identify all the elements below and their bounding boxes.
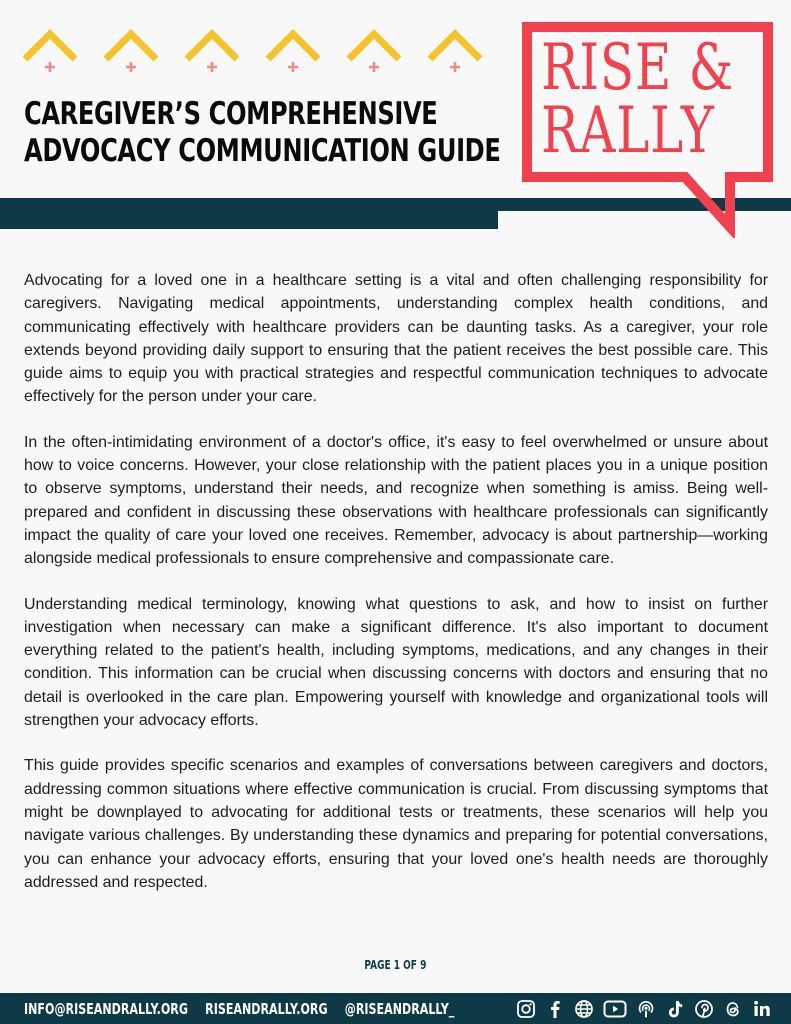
title-line-2: ADVOCACY COMMUNICATION GUIDE	[24, 133, 501, 169]
title-line-1: CAREGIVER’S COMPREHENSIVE	[24, 96, 438, 132]
chevron-cross-icon	[264, 28, 322, 72]
footer-handle-link[interactable]: @RISEANDRALLY_	[344, 1000, 455, 1018]
footer-contact	[24, 999, 468, 1019]
header-decorations	[0, 0, 500, 80]
threads-icon[interactable]	[723, 999, 743, 1019]
logo-text-line-2: RALLY	[541, 94, 715, 168]
chevron-cross-icon	[183, 28, 241, 72]
intro-body	[24, 269, 768, 916]
intro-paragraph: Understanding medical terminology, knowing what questions to ask, and how to insist on further investigation when necessary can make a significant difference. It's also important to document everything related to the patient's health, including symptoms, medications, and any changes in their condition. This information can be crucial when discussing concerns with doctors and ensuring that no detail is overlooked in the care plan. Empowering yourself with knowledge and organizational tools will strengthen your advocacy efforts.	[24, 595, 768, 730]
chevron-cross-icon	[21, 28, 79, 72]
chevron-cross-icon	[345, 28, 403, 72]
page-indicator	[0, 958, 791, 972]
logo-text-line-1: RISE &	[541, 31, 734, 105]
chevron-cross-icon	[102, 28, 160, 72]
footer-email-link[interactable]: INFO@RISEANDRALLY.ORG	[24, 1000, 188, 1018]
intro-paragraph: This guide provides specific scenarios and examples of conversations between caregivers and doctors, addressing common situations where effective communication is crucial. From discussing symptoms that might be downplayed to advocating for additional tests or treatments, these scenarios will help you navigate various challenges. By understanding these dynamics and preparing for potential conversations, you can enhance your advocacy efforts, ensuring that your loved one's health needs are thoroughly addressed and respected.	[24, 757, 768, 891]
intro-paragraph: Advocating for a loved one in a healthcare setting is a vital and often challenging responsibility for caregivers. Navigating medical appointments, understanding complex health conditions, and communicating effectively with healthcare providers can be daunting tasks. As a caregiver, your role extends beyond providing daily support to ensuring that the patient receives the best possible care. This guide aims to equip you with practical strategies and respectful communication techniques to advocate effectively for the person under your care.	[24, 272, 768, 406]
facebook-icon[interactable]	[545, 999, 565, 1019]
linkedin-icon[interactable]	[752, 999, 772, 1019]
podcast-icon[interactable]	[636, 999, 656, 1019]
footer	[0, 993, 791, 1024]
pinterest-icon[interactable]	[694, 999, 714, 1019]
globe-icon[interactable]	[574, 999, 594, 1019]
header-divider-thick	[0, 198, 498, 229]
instagram-icon[interactable]	[516, 999, 536, 1019]
footer-website-link[interactable]: RISEANDRALLY.ORG	[205, 1000, 328, 1018]
intro-paragraph: In the often-intimidating environment of a doctor's office, it's easy to feel overwhelmed or unsure about how to voice concerns. However, your close relationship with the patient places you in a unique position to observe symptoms, understand their needs, and recognize when something is amiss. Being well-prepared and confident in discussing these observations with healthcare professionals can significantly impact the quality of care your loved one receives. Remember, advocacy is about partnership—working alongside medical professionals to ensure comprehensive and compassionate care.	[24, 433, 768, 568]
page-indicator-text: PAGE 1 OF 9	[364, 958, 427, 972]
youtube-icon[interactable]	[603, 999, 627, 1019]
tiktok-icon[interactable]	[665, 999, 685, 1019]
social-icons	[516, 996, 772, 1022]
chevron-cross-icon	[426, 28, 484, 72]
page-title	[24, 96, 500, 170]
